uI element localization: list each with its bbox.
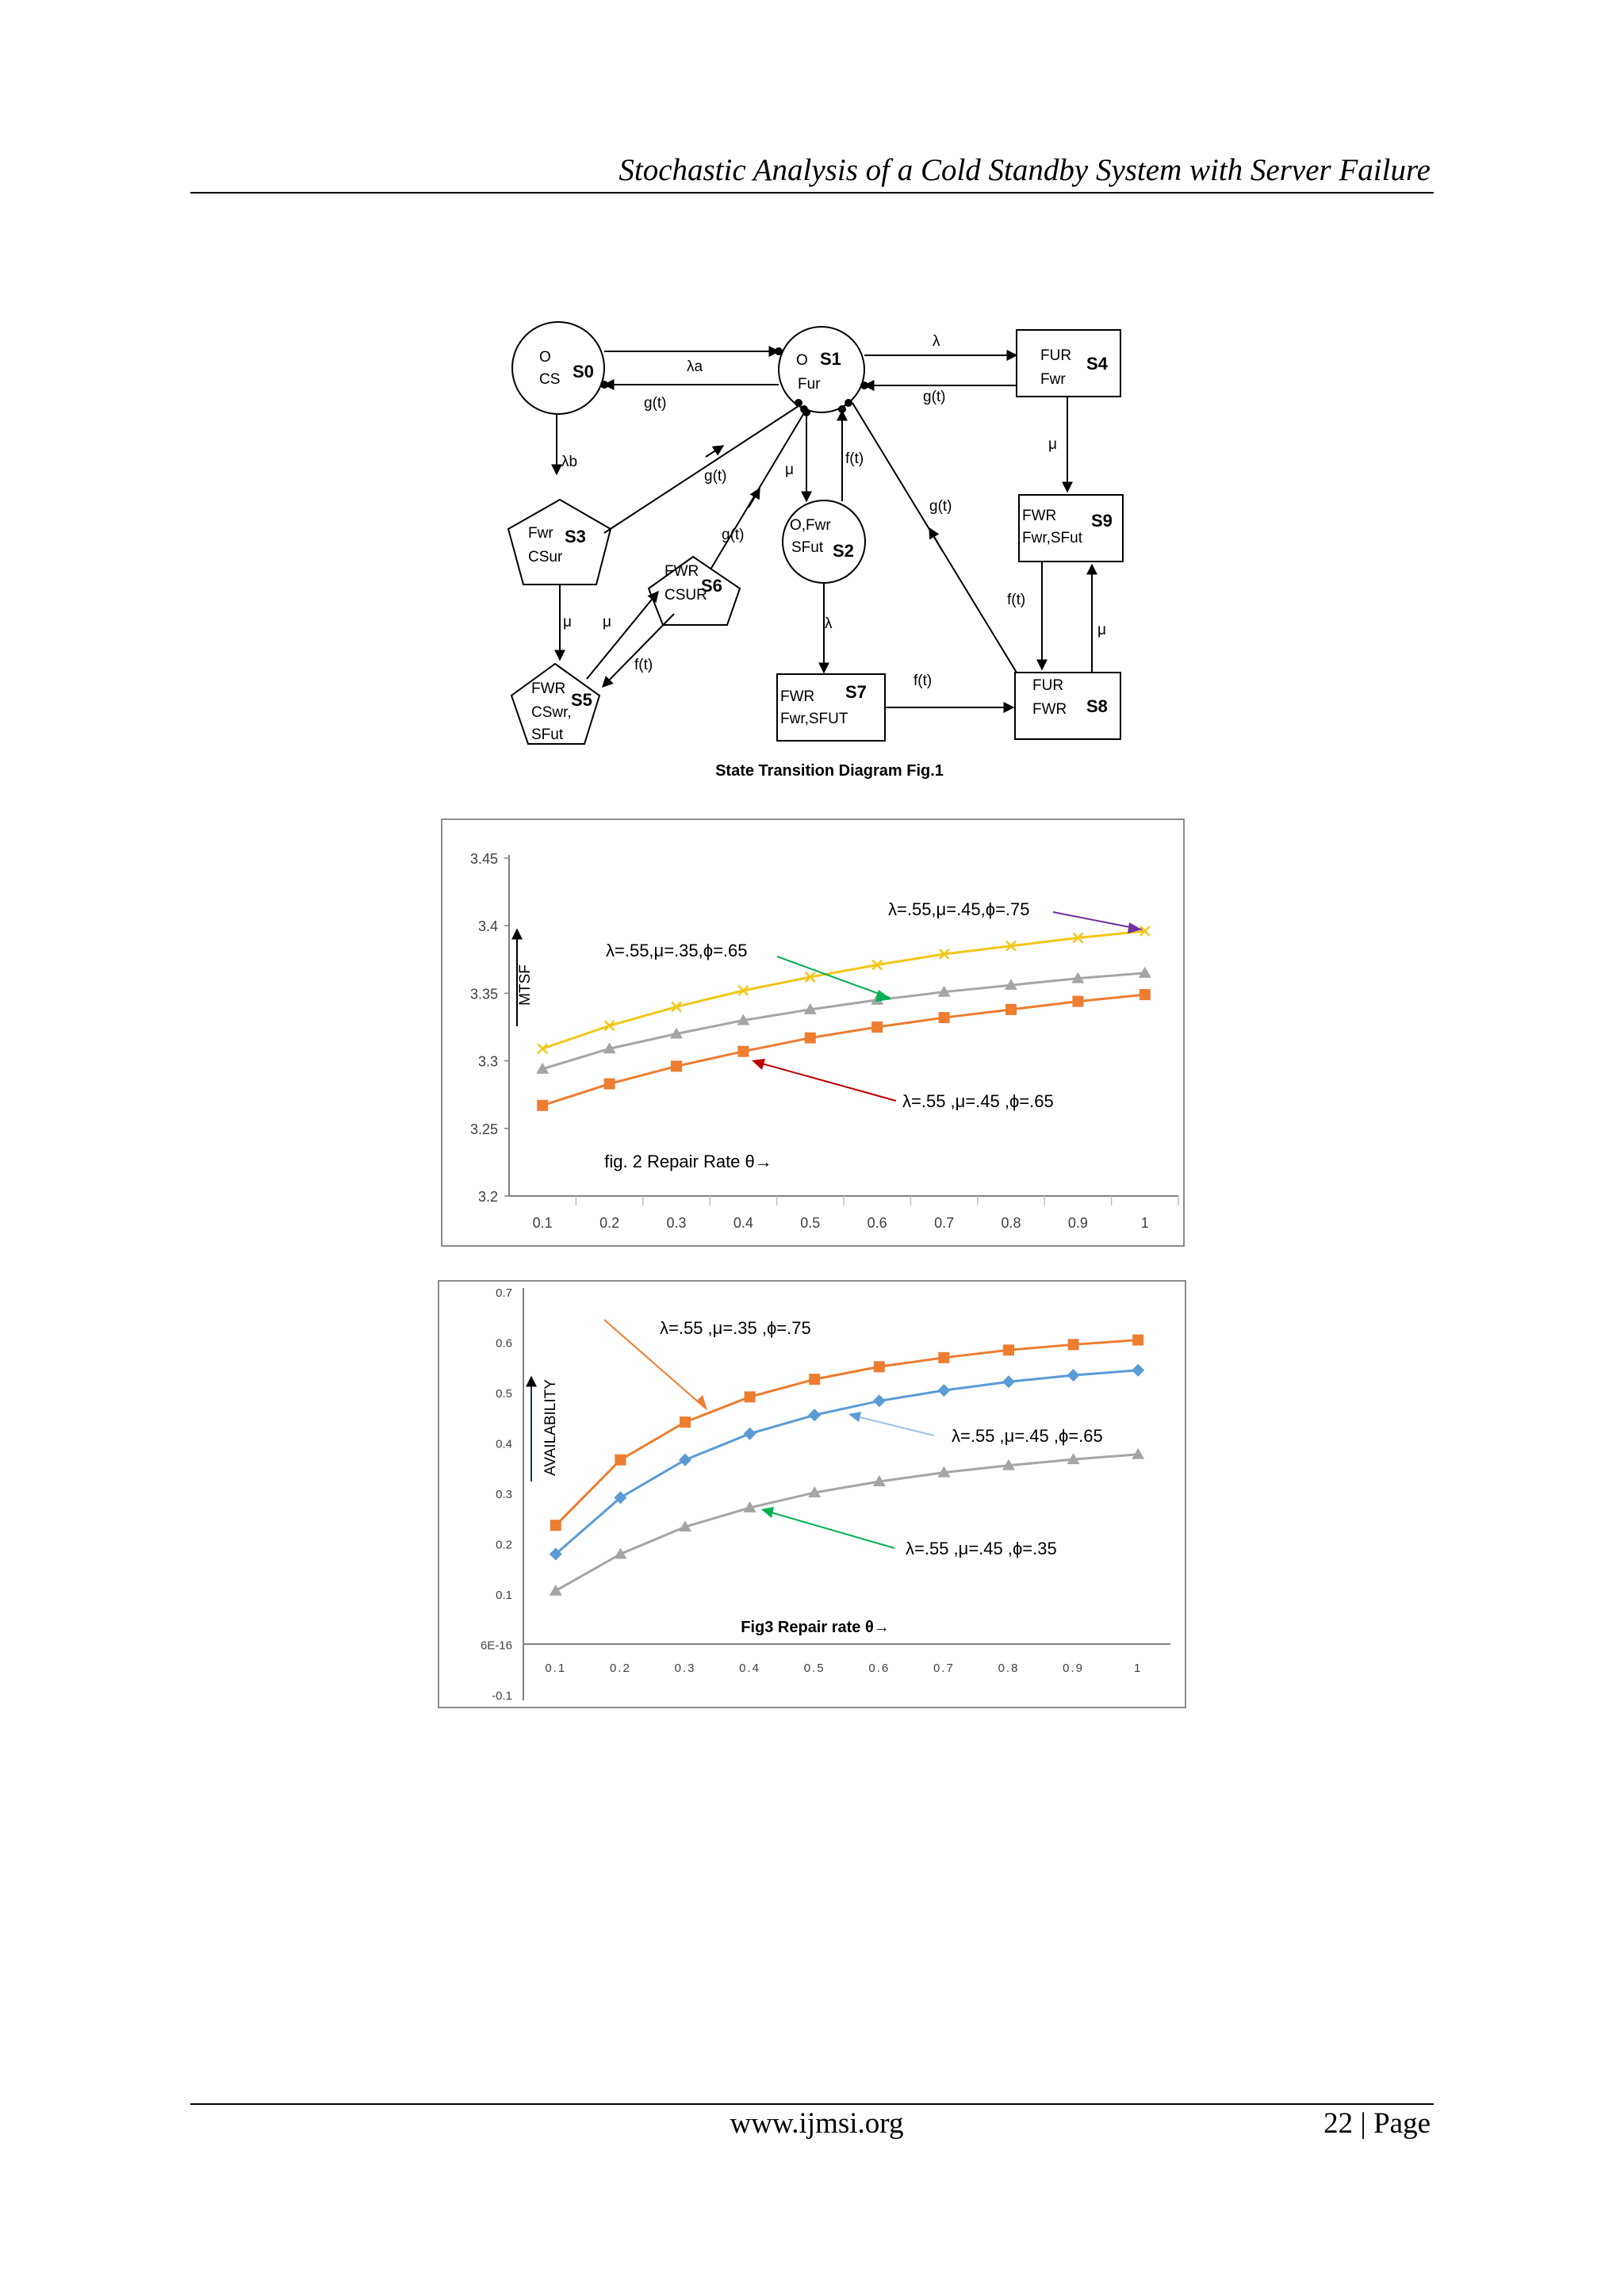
- s5-id: S5: [571, 690, 592, 710]
- rate-s3-s1: g(t): [704, 468, 727, 485]
- y-tick-label: 0.1: [496, 1589, 512, 1602]
- availability-ylabel: AVAILABILITY: [542, 1379, 559, 1476]
- legend-label-a1: λ=.55 ,μ=.35 ,ϕ=.75: [660, 1318, 811, 1338]
- rate-s8-s1: g(t): [929, 498, 952, 515]
- s0-line2: CS: [539, 371, 561, 388]
- x-tick-label: 0.9: [1067, 1215, 1088, 1231]
- availability-chart: [438, 1280, 1186, 1708]
- x-tick-label: 0.8: [998, 1662, 1020, 1675]
- x-tick-label: 0.1: [532, 1215, 553, 1231]
- rate-s0-s1: λa: [687, 358, 703, 375]
- data-point: [805, 1033, 816, 1044]
- y-tick-label: 0.6: [496, 1336, 512, 1351]
- rate-s4-s9: μ: [1048, 436, 1057, 453]
- s2-line1: O,Fwr: [790, 517, 831, 534]
- fig3-caption: Fig3 Repair rate θ→: [741, 1619, 890, 1636]
- data-point: [939, 1012, 950, 1023]
- data-point: [1068, 1339, 1079, 1350]
- x-tick-label: 0.4: [733, 1215, 753, 1231]
- x-tick-label: 0.6: [867, 1215, 887, 1231]
- data-point: [550, 1520, 561, 1531]
- s6-line2: CSUR: [665, 587, 707, 604]
- s7-line2: Fwr,SFUT: [780, 711, 848, 727]
- s4-id: S4: [1086, 354, 1108, 374]
- data-point: [1139, 989, 1151, 1000]
- mtsf-chart: [441, 818, 1185, 1247]
- s2-id: S2: [833, 541, 854, 561]
- x-tick-label: 0.6: [868, 1662, 891, 1675]
- x-tick-label: 0.7: [934, 1215, 955, 1231]
- rate-s6-s1: g(t): [722, 527, 745, 543]
- y-tick-label: 3.25: [469, 1121, 498, 1137]
- mtsf-ylabel: MTSF: [517, 964, 534, 1006]
- s6-line1: FWR: [665, 563, 699, 580]
- s3-line1: Fwr: [528, 525, 553, 542]
- rate-s7-s8: f(t): [914, 673, 933, 689]
- y-tick-label: 3.2: [477, 1189, 498, 1205]
- footer-rule: [190, 2103, 1434, 2105]
- s4-line1: FUR: [1040, 347, 1072, 364]
- y-tick-label: 0.5: [496, 1387, 512, 1401]
- s9-line1: FWR: [1022, 508, 1057, 524]
- legend-label-a2: λ=.55 ,μ=.45 ,ϕ=.65: [952, 1426, 1103, 1446]
- y-tick-label: 0.3: [496, 1488, 512, 1501]
- data-point: [874, 1361, 885, 1372]
- rate-s2-s7: λ: [825, 615, 833, 632]
- rate-s1-s2: μ: [785, 462, 794, 478]
- data-point: [1003, 1344, 1014, 1355]
- data-point: [737, 1046, 749, 1057]
- footer-website: www.ijmsi.org: [730, 2107, 904, 2140]
- s8-line2: FWR: [1032, 701, 1067, 718]
- s1-id: S1: [820, 349, 841, 369]
- x-tick-label: 0.4: [739, 1662, 761, 1675]
- x-tick-label: 1: [1140, 1215, 1149, 1231]
- rate-s8-s9: μ: [1097, 622, 1106, 638]
- state-s3: [508, 500, 611, 585]
- data-point: [1005, 1004, 1017, 1015]
- s5-line1: FWR: [531, 680, 566, 697]
- s6-id: S6: [701, 576, 722, 596]
- rate-s6-s5: f(t): [634, 657, 653, 673]
- data-point: [537, 1100, 548, 1111]
- legend-label-s1: λ=.55,μ=.45,ϕ=.75: [888, 899, 1030, 919]
- y-tick-label: 3.35: [469, 986, 498, 1002]
- y-tick-label: 0.7: [496, 1286, 512, 1300]
- x-tick-label: 0.5: [800, 1215, 821, 1231]
- y-tick-label: 0.2: [496, 1538, 512, 1552]
- x-tick-label: 0.2: [609, 1662, 631, 1675]
- s9-id: S9: [1091, 511, 1113, 531]
- s4-line2: Fwr: [1040, 371, 1066, 388]
- x-tick-label: 0.5: [803, 1662, 825, 1675]
- data-point: [680, 1416, 691, 1428]
- y-tick-label: 6E-16: [480, 1639, 512, 1653]
- x-tick-label: 1: [1134, 1662, 1143, 1675]
- rate-s1-s4: λ: [933, 333, 940, 350]
- y-tick-label: 3.3: [477, 1053, 498, 1070]
- data-point: [871, 1022, 883, 1033]
- s9-line2: Fwr,SFut: [1022, 530, 1083, 546]
- rate-s0-s3: λb: [561, 454, 578, 470]
- data-point: [938, 1352, 949, 1363]
- edge-s3-s1-arrow: [706, 446, 723, 457]
- rate-s2-s1: f(t): [845, 450, 864, 467]
- data-point: [809, 1374, 820, 1385]
- x-tick-label: 0.9: [1063, 1662, 1085, 1675]
- s8-id: S8: [1086, 696, 1108, 716]
- s1-line1: O: [796, 352, 808, 369]
- fig2-caption: fig. 2 Repair Rate θ→: [604, 1152, 772, 1171]
- x-tick-label: 0.3: [674, 1662, 696, 1675]
- s0-id: S0: [573, 362, 594, 381]
- state-s7: [777, 674, 885, 741]
- s7-id: S7: [845, 682, 867, 702]
- data-point: [671, 1060, 682, 1071]
- rate-s9-s8: f(t): [1007, 592, 1026, 608]
- edge-s6-s5: [603, 614, 674, 687]
- data-point: [1072, 996, 1083, 1007]
- s3-id: S3: [565, 527, 586, 546]
- s3-line2: CSur: [528, 549, 563, 565]
- rate-s5-s6: μ: [603, 614, 611, 631]
- data-point: [604, 1079, 615, 1090]
- rate-s4-s1: g(t): [923, 389, 946, 405]
- state-transition-diagram: [0, 0, 1624, 793]
- running-header: Stochastic Analysis of a Cold Standby System with Server Failure: [619, 153, 1431, 187]
- s7-line1: FWR: [780, 688, 815, 705]
- y-tick-label: -0.1: [492, 1689, 512, 1703]
- edge-s6-s1-arrow: [749, 489, 760, 508]
- s0-line1: O: [539, 349, 551, 366]
- legend-label-s3: λ=.55 ,μ=.45 ,ϕ=.65: [902, 1091, 1054, 1111]
- rate-s3-s5: μ: [563, 614, 572, 631]
- data-point: [745, 1391, 756, 1402]
- legend-label-a3: λ=.55 ,μ=.45 ,ϕ=.35: [906, 1539, 1057, 1558]
- s5-line3: SFut: [531, 726, 564, 743]
- x-tick-label: 0.8: [1001, 1215, 1021, 1231]
- state-s1: [779, 327, 864, 412]
- edge-s8-s1-arrow: [929, 528, 942, 550]
- y-tick-label: 3.4: [477, 918, 498, 935]
- data-point: [615, 1455, 626, 1466]
- y-tick-label: 0.4: [496, 1437, 512, 1451]
- footer-page-number: 22 | Page: [1323, 2107, 1431, 2140]
- x-tick-label: 0.1: [545, 1662, 567, 1675]
- data-point: [1132, 1335, 1143, 1346]
- x-tick-label: 0.2: [599, 1215, 620, 1231]
- x-tick-label: 0.3: [666, 1215, 687, 1231]
- y-tick-label: 3.45: [469, 851, 498, 867]
- rate-s1-s0: g(t): [644, 395, 667, 412]
- x-tick-label: 0.7: [933, 1662, 955, 1675]
- s5-line2: CSwr,: [531, 704, 572, 721]
- legend-label-s2: λ=.55,μ=.35,ϕ=.65: [606, 941, 748, 960]
- s2-line2: SFut: [791, 539, 824, 556]
- diagram-caption: State Transition Diagram Fig.1: [715, 762, 944, 780]
- s1-line2: Fur: [798, 376, 821, 393]
- s8-line1: FUR: [1032, 677, 1064, 694]
